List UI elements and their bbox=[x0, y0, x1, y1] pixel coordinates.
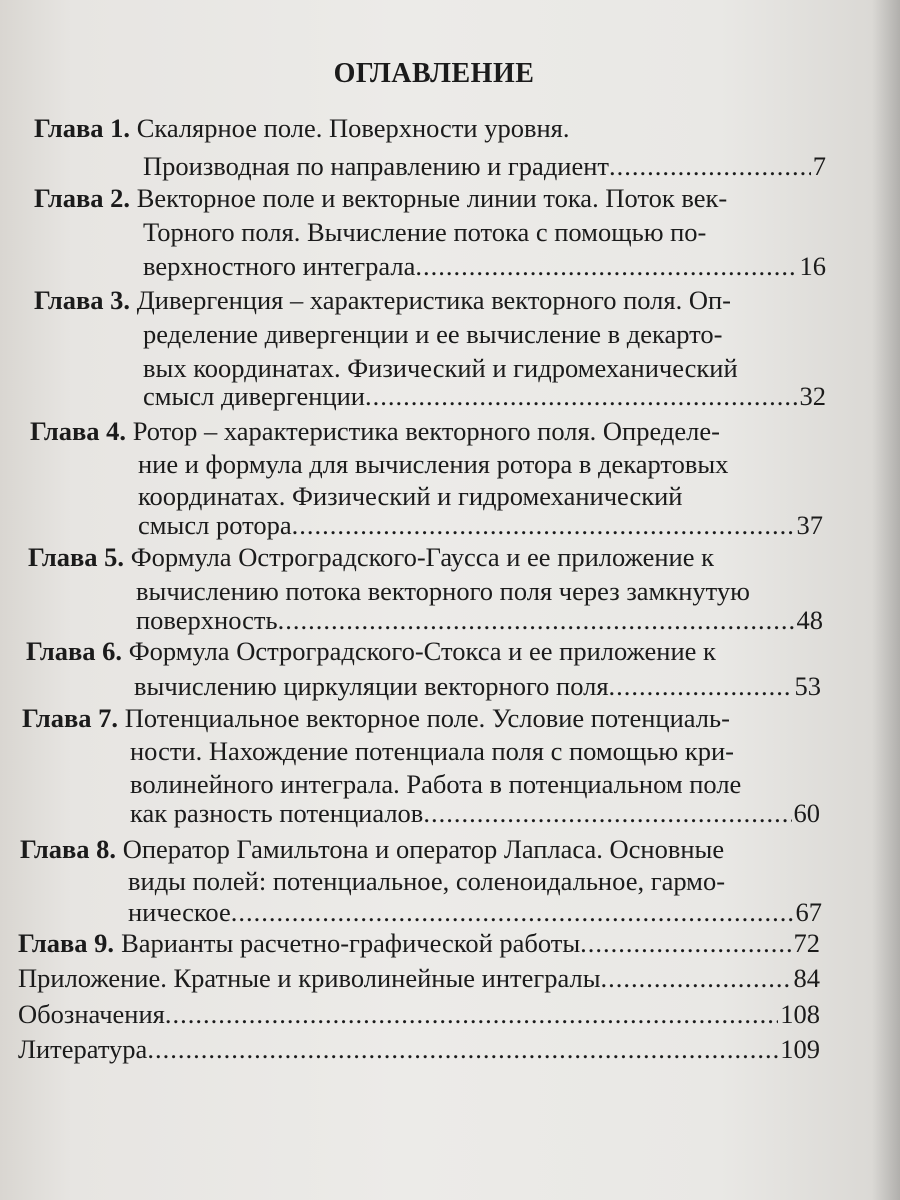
toc-entry-2-line-3 bbox=[143, 253, 826, 280]
page-number: 72 bbox=[793, 928, 820, 958]
page-number: 84 bbox=[793, 963, 820, 993]
entry-title-text: Литература bbox=[18, 1034, 148, 1064]
toc-entry-1-line-1 bbox=[34, 115, 569, 142]
chapter-title-text: Оператор Гамильтона и оператор Лапласа. Основные bbox=[122, 834, 725, 864]
toc-entry-6-line-2 bbox=[134, 673, 821, 700]
dot-leader bbox=[165, 1001, 778, 1028]
page-number: 67 bbox=[795, 897, 822, 927]
dot-leader bbox=[292, 512, 795, 539]
chapter-title-text: Торного поля. Вычисление потока с помощью по- bbox=[143, 217, 707, 247]
dot-leader bbox=[365, 383, 798, 410]
toc-entry-9 bbox=[18, 930, 820, 957]
dot-leader bbox=[609, 673, 793, 700]
page-number: 37 bbox=[796, 510, 823, 540]
chapter-title-text: ределение дивергенции и ее вычисление в декарто- bbox=[143, 319, 723, 349]
toc-entry-references bbox=[18, 1036, 820, 1063]
chapter-label: Глава 9. bbox=[18, 928, 115, 958]
toc-entry-4-line-1 bbox=[30, 418, 720, 445]
toc-entry-7-line-2 bbox=[130, 738, 734, 765]
toc-entry-6-line-1 bbox=[26, 638, 716, 665]
toc-entry-5-line-3 bbox=[136, 607, 823, 634]
page-edge-shadow bbox=[872, 0, 900, 1200]
page-number: 32 bbox=[799, 381, 826, 411]
dot-leader bbox=[415, 253, 797, 280]
chapter-title-text: верхностного интеграла bbox=[143, 251, 416, 281]
toc-entry-7-line-4 bbox=[130, 800, 820, 827]
chapter-title-text: Векторное поле и векторные линии тока. Поток век- bbox=[136, 183, 728, 213]
chapter-label: Глава 1. bbox=[34, 113, 131, 143]
toc-entry-appendix bbox=[18, 965, 820, 992]
chapter-label: Глава 5. bbox=[28, 542, 125, 572]
toc-entry-4-line-3 bbox=[138, 483, 682, 510]
chapter-title-text: Дивергенция – характеристика векторного поля. Оп- bbox=[136, 285, 731, 315]
entry-title-text: Обозначения bbox=[18, 999, 165, 1029]
chapter-title-text: вычислению потока векторного поля через замкнутую bbox=[136, 576, 750, 606]
toc-entry-notation bbox=[18, 1001, 820, 1028]
toc-entry-4-line-2 bbox=[138, 451, 728, 478]
page-number: 16 bbox=[799, 251, 826, 281]
chapter-title-text: Ротор – характеристика векторного поля. Определе- bbox=[132, 416, 720, 446]
chapter-title-text: поверхность bbox=[136, 605, 278, 635]
chapter-title-text: координатах. Физический и гидромеханический bbox=[138, 481, 683, 511]
dot-leader bbox=[423, 800, 791, 827]
chapter-title-text: Формула Остроградского-Гаусса и ее приложение к bbox=[130, 542, 714, 572]
chapter-label: Глава 3. bbox=[34, 285, 131, 315]
page-number: 7 bbox=[812, 151, 826, 181]
toc-entry-8-line-2 bbox=[128, 868, 725, 895]
toc-entry-8-line-3 bbox=[128, 899, 822, 926]
dot-leader bbox=[601, 965, 792, 992]
chapter-title-text: Скалярное поле. Поверхности уровня. bbox=[136, 113, 570, 143]
toc-entry-7-line-3 bbox=[130, 771, 741, 798]
chapter-label: Глава 8. bbox=[20, 834, 117, 864]
chapter-title-text: вых координатах. Физический и гидромеханический bbox=[143, 353, 738, 383]
page-number: 108 bbox=[780, 999, 820, 1029]
chapter-title-text: виды полей: потенциальное, соленоидальное, гармо- bbox=[128, 866, 726, 896]
toc-entry-3-line-3 bbox=[143, 355, 738, 382]
toc-entry-2-line-2 bbox=[143, 219, 706, 246]
page-number: 60 bbox=[793, 798, 820, 828]
chapter-label: Глава 2. bbox=[34, 183, 131, 213]
chapter-label: Глава 4. bbox=[30, 416, 127, 446]
chapter-label: Глава 7. bbox=[22, 703, 119, 733]
chapter-title-text: ническое bbox=[128, 897, 231, 927]
page-number: 48 bbox=[796, 605, 823, 635]
toc-entry-3-line-1 bbox=[34, 287, 731, 314]
toc-entry-1-line-2 bbox=[143, 153, 826, 180]
toc-entry-3-line-2 bbox=[143, 321, 722, 348]
dot-leader bbox=[580, 930, 791, 957]
chapter-title-text: ние и формула для вычисления ротора в декартовых bbox=[138, 449, 729, 479]
chapter-title-text: Потенциальное векторное поле. Условие потенциаль- bbox=[124, 703, 730, 733]
chapter-title-text: ности. Нахождение потенциала поля с помощью кри- bbox=[130, 736, 734, 766]
chapter-title-text: как разность потенциалов bbox=[130, 798, 424, 828]
entry-title-text: Приложение. Кратные и криволинейные интегралы bbox=[18, 963, 601, 993]
toc-entry-7-line-1 bbox=[22, 705, 730, 732]
dot-leader bbox=[231, 899, 794, 926]
page-number: 109 bbox=[780, 1034, 820, 1064]
dot-leader bbox=[147, 1036, 778, 1063]
toc-entry-5-line-2 bbox=[136, 578, 750, 605]
chapter-title-text: Производная по направлению и градиент bbox=[143, 151, 610, 181]
dot-leader bbox=[609, 153, 811, 180]
page-number: 53 bbox=[794, 671, 821, 701]
dot-leader bbox=[278, 607, 795, 634]
chapter-title-text: волинейного интеграла. Работа в потенциальном поле bbox=[130, 769, 742, 799]
chapter-title-text: смысл ротора bbox=[138, 510, 292, 540]
page-title: ОГЛАВЛЕНИЕ bbox=[333, 58, 535, 89]
toc-entry-3-line-4 bbox=[143, 383, 826, 410]
toc-entry-4-line-4 bbox=[138, 512, 823, 539]
chapter-title-text: Варианты расчетно-графической работы bbox=[121, 928, 581, 958]
chapter-label: Глава 6. bbox=[26, 636, 123, 666]
chapter-title-text: смысл дивергенции bbox=[143, 381, 365, 411]
toc-entry-2-line-1 bbox=[34, 185, 727, 212]
chapter-title-text: Формула Остроградского-Стокса и ее приложение к bbox=[128, 636, 716, 666]
toc-entry-8-line-1 bbox=[20, 836, 724, 863]
chapter-title-text: вычислению циркуляции векторного поля bbox=[134, 671, 609, 701]
toc-entry-5-line-1 bbox=[28, 544, 714, 571]
